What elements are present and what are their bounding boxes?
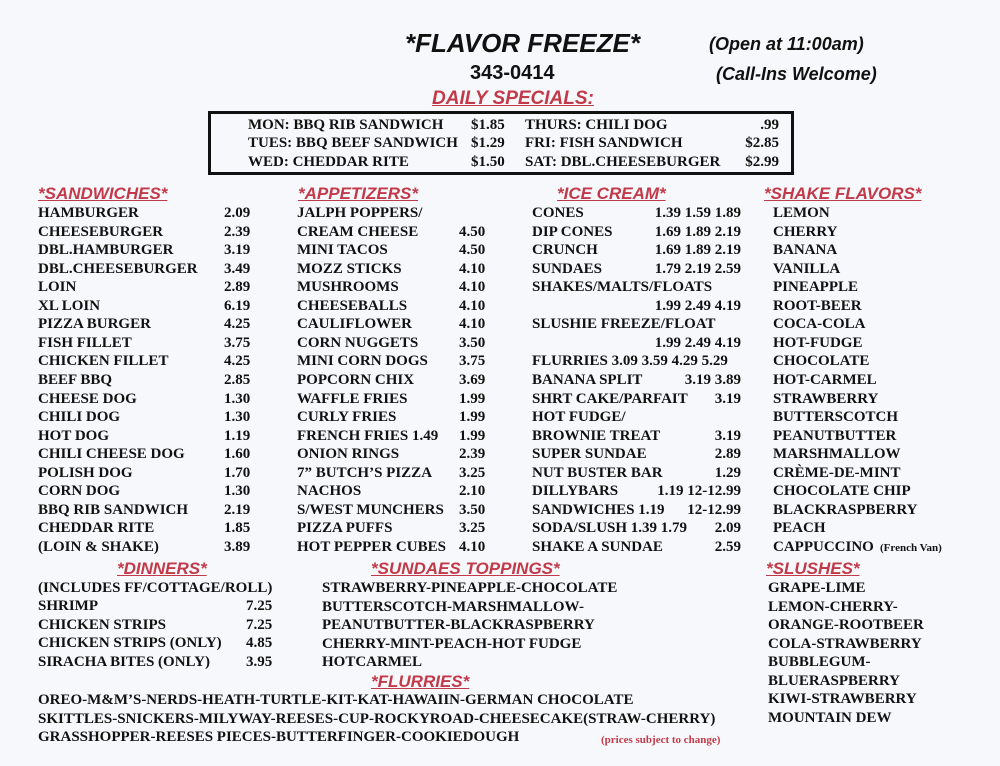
menu-item-price: 3.19 — [714, 391, 741, 407]
sundae-topping-line: BUTTERSCOTCH-MARSHMALLOW- — [322, 599, 584, 615]
menu-item-price: 4.10 — [459, 539, 486, 555]
shake-flavor-item: PEANUTBUTTER — [773, 428, 897, 444]
menu-item-name: CURLY FRIES — [297, 409, 397, 425]
shake-flavor-item: LEMON — [773, 205, 830, 221]
menu-item-name: HOT DOG — [38, 428, 109, 444]
menu-item-name: CHILI DOG — [38, 409, 121, 425]
menu-item-name: FLURRIES 3.09 3.59 4.29 5.29 — [532, 353, 728, 369]
menu-item-name: CORN DOG — [38, 483, 121, 499]
dinner-item-name: SIRACHA BITES (ONLY) — [38, 654, 210, 670]
menu-item-price: 2.89 — [714, 446, 741, 462]
menu-item-price: 3.19 3.89 — [684, 372, 741, 388]
slush-line: KIWI-STRAWBERRY — [768, 691, 917, 707]
menu-item-price: 2.19 — [224, 502, 251, 518]
menu-item-price: 1.19 12-12.99 — [657, 483, 741, 499]
shake-flavor-item: HOT-FUDGE — [773, 335, 863, 351]
shake-flavor-item: CRÈME-DE-MINT — [773, 465, 901, 481]
menu-item-name: JALPH POPPERS/ — [297, 205, 423, 221]
menu-item-price: 6.19 — [224, 298, 251, 314]
menu-item-price: 1.70 — [224, 465, 251, 481]
shake-flavor-item: ROOT-BEER — [773, 298, 862, 314]
hours-note: (Open at 11:00am) — [709, 34, 864, 54]
menu-item-name: FISH FILLET — [38, 335, 132, 351]
menu-item-name: (LOIN & SHAKE) — [38, 539, 159, 555]
shake-flavor-item: BLACKRASPBERRY — [773, 502, 918, 518]
menu-item-price: 3.69 — [459, 372, 486, 388]
menu-item-name: MOZZ STICKS — [297, 261, 402, 277]
menu-item-price: 3.25 — [459, 465, 486, 481]
menu-item-name: HOT FUDGE/ — [532, 409, 626, 425]
shake-flavor-item: BANANA — [773, 242, 838, 258]
shake-flavors-heading: *SHAKE FLAVORS* — [764, 184, 922, 203]
sundae-toppings-heading: *SUNDAES TOPPINGS* — [371, 559, 560, 578]
menu-item-price: 4.10 — [459, 298, 486, 314]
shake-flavor-item: BUTTERSCOTCH — [773, 409, 899, 425]
dinner-item-name: SHRIMP — [38, 598, 98, 614]
sandwiches-heading: *SANDWICHES* — [38, 184, 168, 203]
special-right-price: $2.85 — [745, 135, 779, 151]
dinner-item-name: CHICKEN STRIPS (ONLY) — [38, 635, 222, 651]
special-right-price: .99 — [760, 117, 779, 133]
dinner-item-name: CHICKEN STRIPS — [38, 617, 166, 633]
menu-item-name: SLUSHIE FREEZE/FLOAT — [532, 316, 716, 332]
menu-item-name: CHEDDAR RITE — [38, 520, 155, 536]
menu-item-price: 2.89 — [224, 279, 251, 295]
shake-flavor-item: MARSHMALLOW — [773, 446, 901, 462]
menu-item-name: CHILI CHEESE DOG — [38, 446, 185, 462]
special-right-price: $2.99 — [745, 154, 779, 170]
menu-item-price: 2.39 — [459, 446, 486, 462]
menu-item-name: CHEESEBALLS — [297, 298, 408, 314]
menu-item-price: 1.30 — [224, 483, 251, 499]
flurries-heading: *FLURRIES* — [371, 672, 470, 691]
flurry-line: OREO-M&M’S-NERDS-HEATH-TURTLE-KIT-KAT-HAWAIIN-GERMAN CHOCOLATE — [38, 692, 634, 708]
menu-item-name: NACHOS — [297, 483, 362, 499]
menu-item-price: 1.30 — [224, 409, 251, 425]
slush-line: GRAPE-LIME — [768, 580, 866, 596]
special-left-price: $1.85 — [471, 117, 505, 133]
menu-item-name: PIZZA BURGER — [38, 316, 151, 332]
dinners-heading: *DINNERS* — [117, 559, 207, 578]
shake-flavor-item: CHERRY — [773, 224, 838, 240]
menu-item-price: 1.30 — [224, 391, 251, 407]
menu-item-price: 4.10 — [459, 316, 486, 332]
shake-flavor-note: (French Van) — [880, 542, 942, 554]
slush-line: BLUERASPBERRY — [768, 673, 900, 689]
menu-item-price: 4.50 — [459, 224, 486, 240]
shake-flavor-item: CHOCOLATE — [773, 353, 870, 369]
menu-item-price: 12-12.99 — [687, 502, 741, 518]
menu-item-name: PIZZA PUFFS — [297, 520, 393, 536]
dinner-item-price: 4.85 — [246, 635, 273, 651]
phone-number: 343-0414 — [470, 62, 555, 84]
flurry-line: GRASSHOPPER-REESES PIECES-BUTTERFINGER-COOKIEDOUGH — [38, 729, 520, 745]
menu-item-price: 1.29 — [714, 465, 741, 481]
menu-item-name: BEEF BBQ — [38, 372, 113, 388]
menu-item-price: 3.50 — [459, 502, 486, 518]
slush-line: MOUNTAIN DEW — [768, 710, 892, 726]
menu-item-price: 1.99 2.49 4.19 — [654, 335, 741, 351]
ice-cream-heading: *ICE CREAM* — [557, 184, 666, 203]
special-left-label: MON: BBQ RIB SANDWICH — [248, 117, 444, 133]
menu-item-name: CRUNCH — [532, 242, 598, 258]
menu-title: *FLAVOR FREEZE* — [405, 28, 640, 58]
menu-item-name: BROWNIE TREAT — [532, 428, 661, 444]
menu-item-name: WAFFLE FRIES — [297, 391, 408, 407]
menu-item-name: DBL.HAMBURGER — [38, 242, 174, 258]
menu-item-name: SHRT CAKE/PARFAIT — [532, 391, 688, 407]
menu-item-price: 4.25 — [224, 316, 251, 332]
menu-item-price: 1.60 — [224, 446, 251, 462]
menu-item-price: 4.50 — [459, 242, 486, 258]
special-left-label: WED: CHEDDAR RITE — [248, 154, 409, 170]
slush-line: BUBBLEGUM- — [768, 654, 871, 670]
sundae-topping-line: PEANUTBUTTER-BLACKRASPBERRY — [322, 617, 595, 633]
menu-item-price: 3.75 — [459, 353, 486, 369]
menu-item-name: FRENCH FRIES 1.49 — [297, 428, 439, 444]
menu-item-name: CHICKEN FILLET — [38, 353, 169, 369]
menu-item-price: 3.25 — [459, 520, 486, 536]
menu-item-price: 3.75 — [224, 335, 251, 351]
shake-flavor-item: HOT-CARMEL — [773, 372, 877, 388]
menu-item-price: 2.09 — [714, 520, 741, 536]
menu-item-price: 1.99 — [459, 409, 486, 425]
special-left-price: $1.29 — [471, 135, 505, 151]
menu-item-price: 4.10 — [459, 279, 486, 295]
shake-flavor-item: COCA-COLA — [773, 316, 866, 332]
dinner-item-price: 7.25 — [246, 598, 273, 614]
special-right-label: FRI: FISH SANDWICH — [525, 135, 683, 151]
menu-item-price: 1.39 1.59 1.89 — [654, 205, 741, 221]
shake-flavor-item: VANILLA — [773, 261, 841, 277]
special-left-price: $1.50 — [471, 154, 505, 170]
dinners-includes-note: (INCLUDES FF/COTTAGE/ROLL) — [38, 580, 273, 596]
menu-item-price: 1.99 — [459, 428, 486, 444]
menu-item-price: 1.69 1.89 2.19 — [654, 242, 741, 258]
menu-item-price: 3.19 — [224, 242, 251, 258]
sundae-topping-line: STRAWBERRY-PINEAPPLE-CHOCOLATE — [322, 580, 618, 596]
sundae-topping-line: CHERRY-MINT-PEACH-HOT FUDGE — [322, 636, 582, 652]
slush-line: LEMON-CHERRY- — [768, 599, 898, 615]
menu-item-price: 4.25 — [224, 353, 251, 369]
menu-item-name: S/WEST MUNCHERS — [297, 502, 444, 518]
special-right-label: THURS: CHILI DOG — [525, 117, 668, 133]
call-ins-note: (Call-Ins Welcome) — [716, 64, 877, 84]
menu-item-name: BBQ RIB SANDWICH — [38, 502, 189, 518]
prices-subject-to-change-note: (prices subject to change) — [601, 734, 721, 746]
menu-item-name: DILLYBARS — [532, 483, 619, 499]
sundae-topping-line: HOTCARMEL — [322, 654, 423, 670]
menu-item-name: SUNDAES — [532, 261, 603, 277]
shake-flavor-item: PEACH — [773, 520, 826, 536]
menu-item-name: LOIN — [38, 279, 77, 295]
menu-item-name: HAMBURGER — [38, 205, 139, 221]
menu-item-price: 1.99 2.49 4.19 — [654, 298, 741, 314]
menu-item-name: MINI TACOS — [297, 242, 388, 258]
shake-flavor-item: STRAWBERRY — [773, 391, 879, 407]
appetizers-heading: *APPETIZERS* — [298, 184, 418, 203]
menu-item-price: 2.39 — [224, 224, 251, 240]
menu-item-name: MUSHROOMS — [297, 279, 399, 295]
menu-item-name: XL LOIN — [38, 298, 101, 314]
menu-item-price: 3.50 — [459, 335, 486, 351]
menu-item-name: HOT PEPPER CUBES — [297, 539, 446, 555]
menu-item-name: DBL.CHEESEBURGER — [38, 261, 198, 277]
flurry-line: SKITTLES-SNICKERS-MILYWAY-REESES-CUP-ROCKYROAD-CHEESECAKE(STRAW-CHERRY) — [38, 711, 716, 727]
slush-line: COLA-STRAWBERRY — [768, 636, 922, 652]
slush-line: ORANGE-ROOTBEER — [768, 617, 924, 633]
menu-item-name: 7” BUTCH’S PIZZA — [297, 465, 433, 481]
daily-specials-heading: DAILY SPECIALS: — [432, 88, 594, 109]
shake-flavor-item: CHOCOLATE CHIP — [773, 483, 911, 499]
slushes-heading: *SLUSHES* — [766, 559, 860, 578]
menu-item-price: 4.10 — [459, 261, 486, 277]
menu-item-price: 1.79 2.19 2.59 — [654, 261, 741, 277]
menu-item-price: 2.59 — [714, 539, 741, 555]
menu-item-name: CHEESEBURGER — [38, 224, 164, 240]
dinner-item-price: 7.25 — [246, 617, 273, 633]
menu-item-price: 2.09 — [224, 205, 251, 221]
shake-flavor-item: CAPPUCCINO — [773, 539, 874, 555]
menu-item-price: 1.85 — [224, 520, 251, 536]
menu-item-name: SHAKES/MALTS/FLOATS — [532, 279, 713, 295]
menu-item-name: POPCORN CHIX — [297, 372, 415, 388]
menu-item-name: POLISH DOG — [38, 465, 133, 481]
special-left-label: TUES: BBQ BEEF SANDWICH — [248, 135, 458, 151]
menu-item-price: 1.99 — [459, 391, 486, 407]
menu-item-price: 3.89 — [224, 539, 251, 555]
menu-item-name: NUT BUSTER BAR — [532, 465, 663, 481]
menu-item-name: CORN NUGGETS — [297, 335, 419, 351]
menu-item-name: CONES — [532, 205, 584, 221]
menu-item-price: 2.85 — [224, 372, 251, 388]
menu-item-name: CHEESE DOG — [38, 391, 137, 407]
menu-item-price: 2.10 — [459, 483, 486, 499]
menu-item-name: SODA/SLUSH 1.39 1.79 — [532, 520, 688, 536]
dinner-item-price: 3.95 — [246, 654, 273, 670]
special-right-label: SAT: DBL.CHEESEBURGER — [525, 154, 721, 170]
menu-item-price: 1.69 1.89 2.19 — [654, 224, 741, 240]
menu-item-name: SANDWICHES 1.19 — [532, 502, 665, 518]
menu-item-price: 1.19 — [224, 428, 251, 444]
menu-item-name: CREAM CHEESE — [297, 224, 419, 240]
menu-item-price: 3.19 — [714, 428, 741, 444]
menu-item-name: BANANA SPLIT — [532, 372, 643, 388]
shake-flavor-item: PINEAPPLE — [773, 279, 859, 295]
menu-item-price: 3.49 — [224, 261, 251, 277]
menu-item-name: DIP CONES — [532, 224, 613, 240]
menu-item-name: CAULIFLOWER — [297, 316, 413, 332]
menu-item-name: SHAKE A SUNDAE — [532, 539, 663, 555]
menu-item-name: ONION RINGS — [297, 446, 400, 462]
menu-item-name: SUPER SUNDAE — [532, 446, 647, 462]
menu-item-name: MINI CORN DOGS — [297, 353, 428, 369]
